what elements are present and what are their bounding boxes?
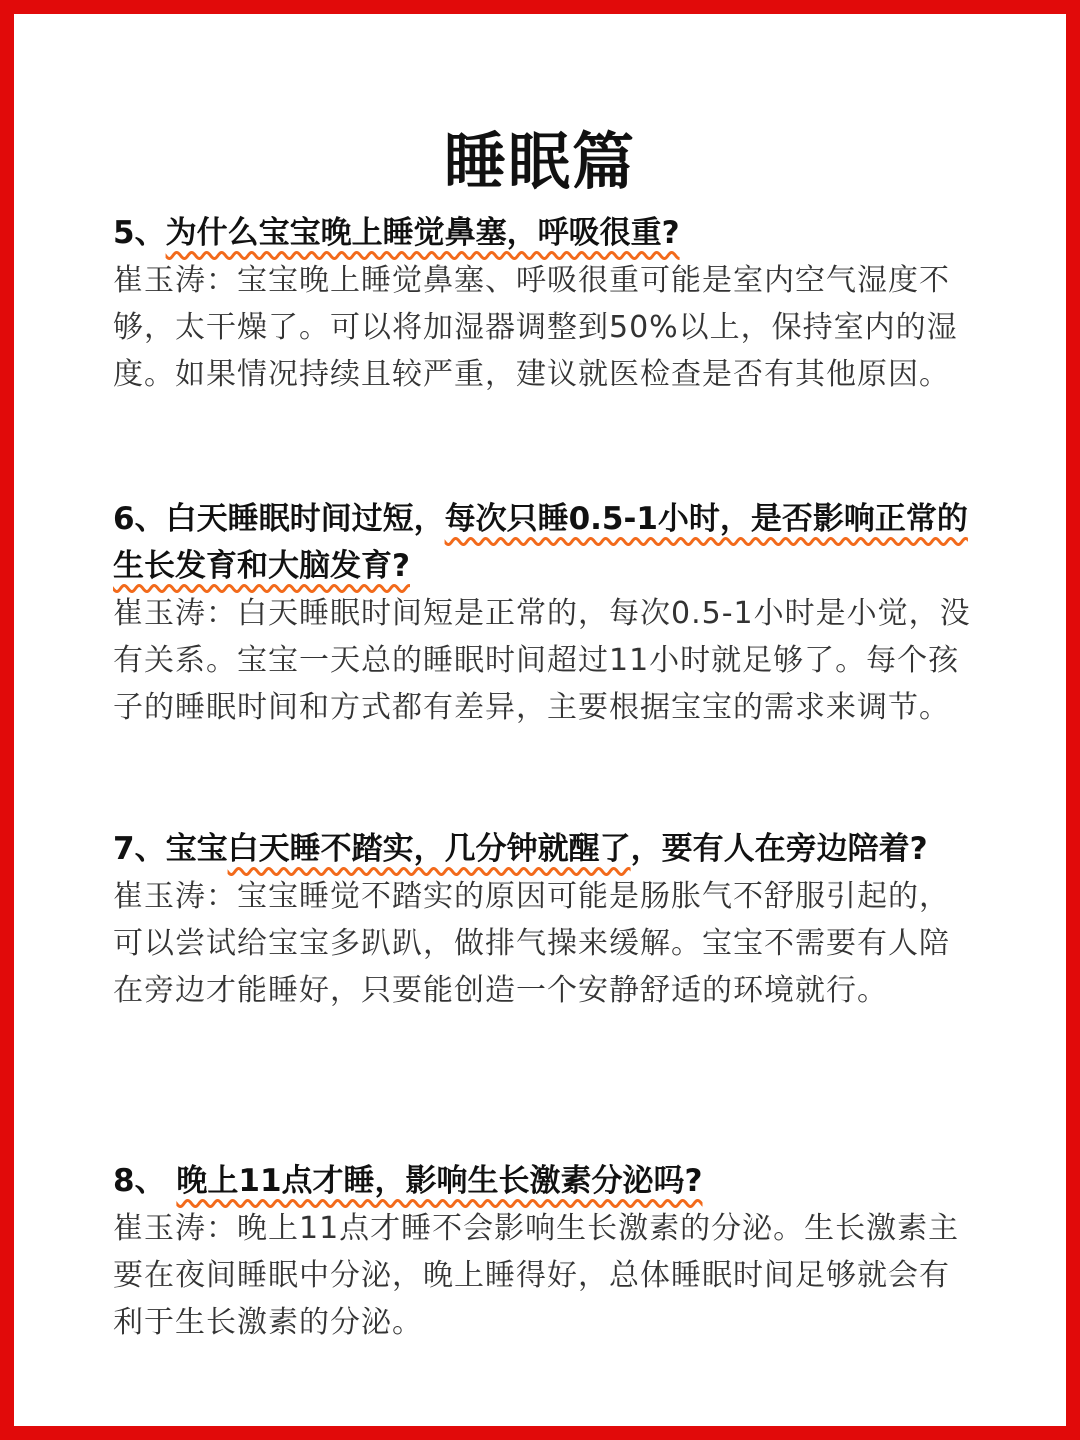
- question-highlight: 为什么宝宝晚上睡觉鼻塞，呼吸很重?: [165, 215, 680, 251]
- qa-item-7: [113, 826, 973, 1014]
- qa-item-8: [113, 1158, 973, 1346]
- question: [113, 496, 973, 590]
- answer: 崔玉涛：晚上11点才睡不会影响生长激素的分泌。生长激素主要在夜间睡眠中分泌，晚上睡得好，总体睡眠时间足够就会有利于生长激素的分泌。: [113, 1211, 960, 1340]
- answer: 崔玉涛：宝宝睡觉不踏实的原因可能是肠胀气不舒服引起的，可以尝试给宝宝多趴趴，做排气操来缓解。宝宝不需要有人陪在旁边才能睡好，只要能创造一个安静舒适的环境就行。: [113, 879, 950, 1008]
- question-number: 8、: [113, 1163, 177, 1199]
- question-text: 白天睡眠时间过短，: [165, 501, 445, 537]
- question-number: 5、: [113, 215, 166, 251]
- answer: 崔玉涛：白天睡眠时间短是正常的，每次0.5-1小时是小觉，没有关系。宝宝一天总的睡眠时间超过11小时就足够了。每个孩子的睡眠时间和方式都有差异，主要根据宝宝的需求来调节。: [113, 596, 971, 725]
- answer: 崔玉涛：宝宝晚上睡觉鼻塞、呼吸很重可能是室内空气湿度不够，太干燥了。可以将加湿器调整到50%以上，保持室内的湿度。如果情况持续且较严重，建议就医检查是否有其他原因。: [113, 263, 958, 392]
- question-highlight: 每次只睡0.5-1小时，是否影响正常的生长发育和大脑发育?: [113, 501, 968, 584]
- qa-item-5: [113, 210, 973, 398]
- question: [113, 826, 973, 873]
- question-highlight: 白天睡不踏实，几分钟就醒了: [227, 831, 631, 867]
- question: [113, 1158, 973, 1205]
- question-highlight: 晚上11点才睡，影响生长激素分泌吗?: [176, 1163, 703, 1199]
- question-text: 宝宝: [165, 831, 228, 867]
- question-number: 6、: [113, 501, 166, 537]
- question-text-tail: ，要有人在旁边陪着?: [630, 831, 928, 867]
- content-card: [14, 14, 1066, 1426]
- question: [113, 210, 973, 257]
- question-number: 7、: [113, 831, 166, 867]
- page-title: 睡眠篇: [443, 124, 636, 198]
- qa-item-6: [113, 496, 973, 731]
